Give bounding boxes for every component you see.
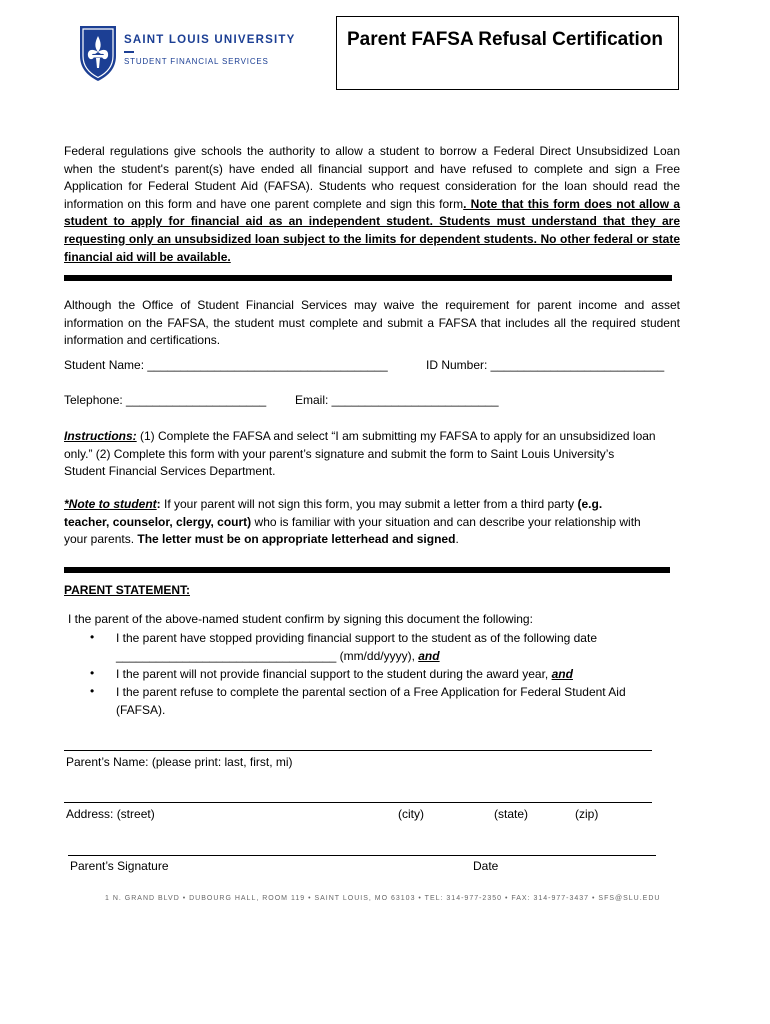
bullet-2-and: and [551, 667, 573, 681]
note-line2b: who is familiar with your situation and can describe your relationship with [251, 514, 641, 529]
bullet-1-and: and [418, 648, 440, 663]
parent-statement-colon: : [186, 583, 190, 597]
note-paragraph [64, 496, 680, 549]
note-line1a: If your parent will not sign this form, you may submit a letter from a third party [160, 497, 578, 511]
parent-statement-intro: I the parent of the above-named student confirm by signing this document the following: [68, 612, 533, 626]
form-title: Parent FAFSA Refusal Certification [347, 29, 664, 50]
instructions-line3: Student Financial Services Department. [64, 464, 276, 479]
telephone-field[interactable]: Telephone: _____________________ [64, 393, 267, 407]
parent-name-caption: Parent’s Name: (please print: last, first, mi) [66, 755, 293, 769]
address-line[interactable] [64, 801, 652, 803]
email-field[interactable]: Email: _________________________ [295, 393, 499, 407]
id-number-field[interactable]: ID Number: __________________________ [426, 358, 665, 372]
department-name: STUDENT FINANCIAL SERVICES [124, 57, 269, 66]
waiver-paragraph: Although the Office of Student Financial Services may waive the requirement for parent income and asset information on the FAFSA, the student must complete and submit a FAFSA that includes all the required student information and certifications. [64, 298, 680, 348]
slu-logo [78, 22, 308, 84]
instructions-line1: (1) Complete the FAFSA and select “I am submitting my FAFSA to apply for an unsubsidized loan [136, 429, 656, 443]
bullet-3-line1: I the parent refuse to complete the parental section of a Free Application for Federal Student Aid [116, 685, 626, 699]
bullet-2 [116, 666, 573, 684]
slu-shield-icon [78, 22, 118, 82]
section-divider [64, 275, 672, 281]
bullet-2-text: I the parent will not provide financial support to the student during the award year, [116, 667, 552, 681]
signature-caption: Parent’s Signature [70, 859, 169, 873]
address-zip-caption: (zip) [575, 807, 599, 821]
parent-statement-heading [64, 583, 190, 597]
university-name: SAINT LOUIS UNIVERSITY [124, 34, 296, 46]
footer-address: 1 N. GRAND BLVD • DUBOURG HALL, ROOM 119 • SAINT LOUIS, MO 63103 • TEL: 314-977-2350 • FAX: 314-977-3437 • SFS@SLU.EDU [105, 895, 661, 902]
bullet-icon: • [90, 630, 95, 644]
address-city-caption: (city) [398, 807, 424, 821]
intro-emphasis: . Note that this form does not allow a student to apply for financial aid as an independent student. Students must understand that they are requesting only an unsubsidized loan subject to the limits for dependent students. No other federal or state financial aid will be available. [64, 196, 680, 264]
instructions-paragraph [64, 428, 680, 481]
form-title-box [336, 16, 679, 90]
note-line3a: your parents. [64, 532, 138, 547]
section-divider [64, 567, 670, 573]
bullet-1-date-field[interactable]: _________________________________ (mm/dd/yyyy), [116, 648, 419, 663]
bullet-3-line2: (FAFSA). [116, 702, 166, 717]
address-state-caption: (state) [494, 807, 529, 821]
address-street-caption: Address: (street) [66, 807, 155, 821]
note-line3c: . [455, 532, 459, 547]
logo-divider [124, 51, 134, 53]
parent-name-line[interactable] [64, 749, 652, 751]
bullet-icon: • [90, 684, 95, 698]
note-line2a: teacher, counselor, clergy, court) [64, 514, 252, 529]
intro-paragraph [64, 143, 680, 266]
instructions-line2: only.” (2) Complete this form with your parent’s signature and submit the form to Saint Louis University’s [64, 446, 615, 461]
intro-text: Federal regulations give schools the authority to allow a student to borrow a Federal Direct Unsubsidized Loan when the student's parent(s) have ended all financial support and have refused to complete and sign a Free Application for Federal Student Aid (FAFSA). Students who request consideration for the loan should read the information on this form and have one parent complete and sign this form [64, 144, 680, 211]
signature-line[interactable] [68, 854, 656, 856]
student-name-field[interactable]: Student Name: ____________________________________ [64, 358, 388, 372]
note-line1b: (e.g. [577, 497, 603, 511]
bullet-1-line1: I the parent have stopped providing financial support to the student as of the following date [116, 631, 597, 645]
note-label: *Note to student [64, 497, 157, 511]
bullet-1 [116, 630, 597, 665]
bullet-icon: • [90, 666, 95, 680]
note-colon: : [156, 497, 161, 511]
instructions-label: Instructions: [64, 429, 137, 443]
bullet-3 [116, 684, 626, 719]
note-line3b: The letter must be on appropriate letterhead and signed [137, 532, 456, 547]
date-caption: Date [473, 859, 499, 873]
parent-statement-heading-text: PARENT STATEMENT [64, 583, 186, 597]
